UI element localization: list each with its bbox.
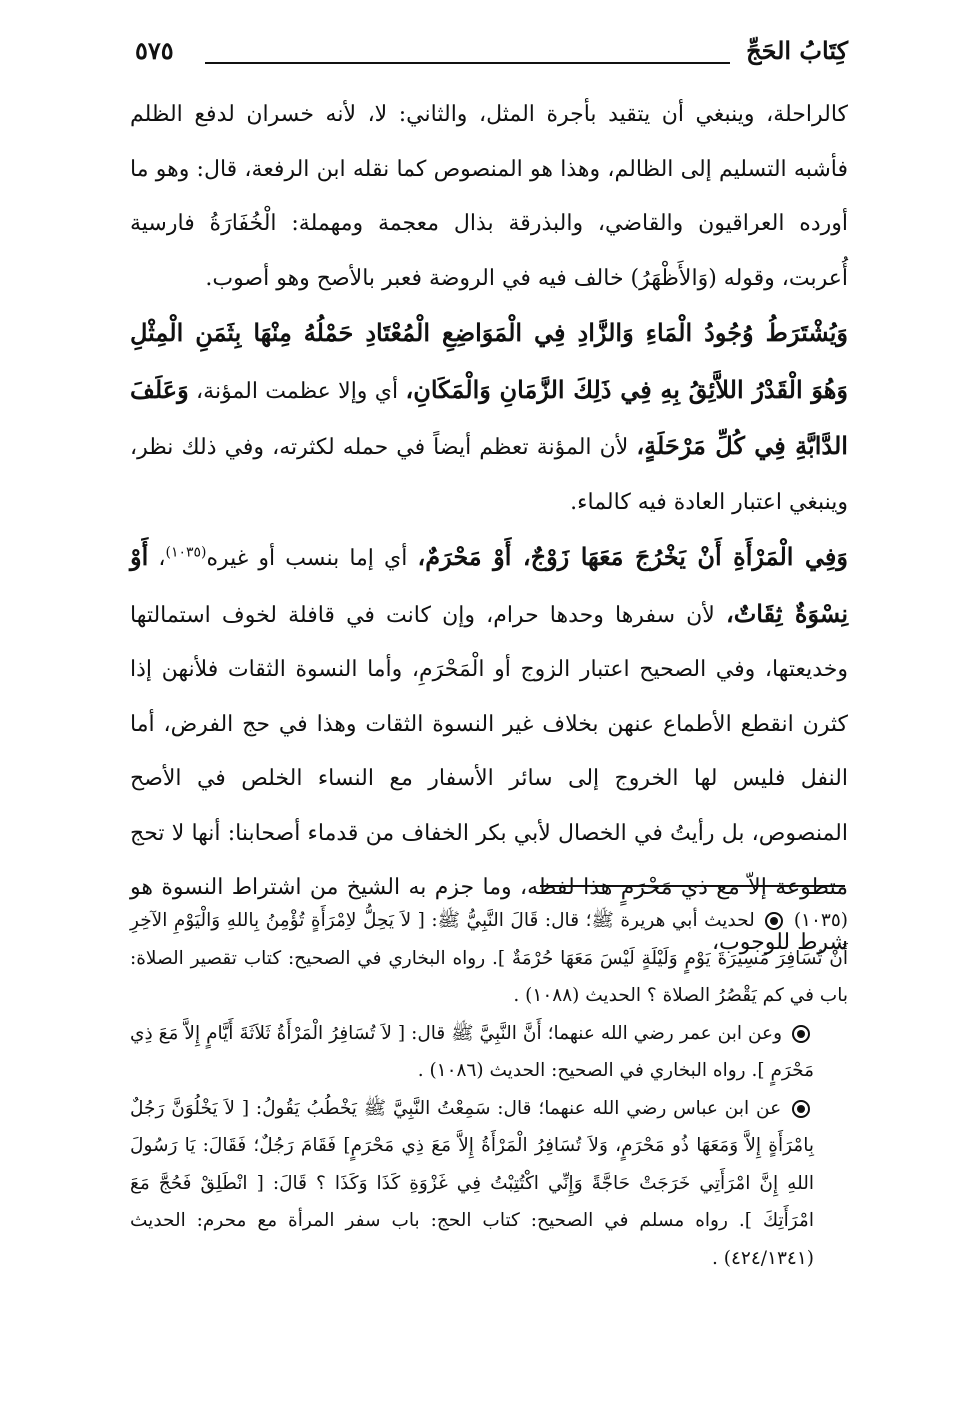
sharh-text: أي إما بنسب أو غيره xyxy=(206,546,418,571)
footnote-text: عن ابن عباس رضي الله عنهما؛ قال: سَمِعْتُ النَّبِيَّ ﷺ يَخْطُبُ يَقُولُ: [ لاَ يَخْلُوَنَّ رَجُلٌ بِامْرَأَةٍ إِلاَّ وَمَعَهَا ذُو مَحْرَمٍ، وَلاَ تُسَافِرُ الْمَرْأَةُ إِلاَّ مَعَ ذِي مَحْرَمٍ] فَقَامَ رَجُلٌ؛ فَقَالَ: يَا رَسُولَ اللهِ إِنَّ امْرَأَتِي خَرَجَتْ حَاجَّةً وَإِنِّي اكْتُتِبْتُ فِي غَزْوَةِ كَذَا وَكَذَا ؟ قَالَ: [ انْطَلِقْ فَحُجَّ مَعَ امْرَأَتِكَ ]. رواه مسلم في الصحيح: كتاب الحج: باب سفر المرأة مع محرم: الحديث (٤٢٤/١٣٤١) . xyxy=(130,1097,814,1269)
page-header xyxy=(135,34,848,70)
matn-text: وَعَلَفَ الدَّابَّةِ فِي كُلِّ مَرْحَلَةٍ، xyxy=(130,374,848,460)
main-text xyxy=(130,88,848,970)
sharh-text: لأن سفرها وحدها حرام، وإن كانت في قافلة لخوف استمالتها وخديعتها، وفي الصحيح اعتبار الزوج أو الْمَحْرَمِ، وأما النسوة الثقات فلأنهن إذا كثرن انقطع الأطماع عنهن بخلاف غير النسوة الثقات وهذا في حج الفرض، أما النفل فليس لها الخروج إلى سائر الأسفار مع النساء الخلص في الأصح المنصوص، بل رأيتُ في الخصال لأبي بكر الخفاف من قدماء أصحابنا: أنها لا تحج متطوعة إلاّ مع ذي مَحْرَمٍ هذا لفظه، وما جزم به الشيخ من اشتراط النسوة هو شرط للوجوب، xyxy=(130,602,848,955)
footnotes xyxy=(130,902,848,1277)
footnote-text: لحديث أبي هريرة ﷺ؛ قال: قَالَ النَّبِيُّ ﷺ: [ لاَ يَحِلُّ لاِمْرَأَةٍ تُؤْمِنُ بِاللهِ وَالْيَوْمِ الآخِرِ أَنْ تُسَافِرَ مَسِيرَةَ يَوْمٍ وَلَيْلَةٍ لَيْسَ مَعَهَا حُرْمَةٌ ]. رواه البخاري في الصحيح: كتاب تقصير الصلاة: باب في كم يَقْصُرُ الصلاة ؟ الحديث (١٠٨٨) . xyxy=(130,910,848,1006)
footnote-text: وعن ابن عمر رضي الله عنهما؛ أَنَّ النَّبِيَّ ﷺ قال: [ لاَ تُسَافِرُ الْمَرْأَةُ ثَلاَثَةَ أَيَّامٍ إِلاَّ مَعَ ذِي مَحْرَمٍ ]. رواه البخاري في الصحيح: الحديث (١٠٨٦) . xyxy=(130,1022,814,1081)
footnote-3 xyxy=(130,1090,848,1278)
punctuation: ، xyxy=(148,546,166,571)
matn-text: وَيُشْتَرَطُ وُجُودُ الْمَاءِ وَالزَّادِ فِي الْمَوَاضِعِ الْمُعْتَادِ حَمْلُهُ مِنْهَا بِثَمَنِ الْمِثْلِ وَهُوَ الْقَدْرُ اللاَّئِقُ بِهِ فِي ذَلِكَ الزَّمَانِ وَالْمَكَانِ، xyxy=(130,318,848,404)
sharh-text: أي وإلا عظمت المؤنة، xyxy=(188,378,406,404)
bullet-icon xyxy=(792,1025,810,1043)
footnote-number: (١٠٣٥) xyxy=(793,910,848,931)
bullet-icon xyxy=(792,1100,810,1118)
matn-text: وَفِي الْمَرْأَةِ أَنْ يَخْرُجَ مَعَهَا زَوْجٌ، أَوْ مَحْرَمٌ، xyxy=(417,542,848,571)
footnote-separator xyxy=(540,885,845,887)
page-number: ٥٧٥ xyxy=(135,36,174,65)
sharh-text: لأن المؤنة تعظم أيضاً في حمله لكثرته، وفي ذلك نظر، وينبغي اعتبار العادة فيه كالماء. xyxy=(130,435,848,515)
paragraph-1: كالراحلة، وينبغي أن يتقيد بأجرة المثل، والثاني: لا، لأنه خسران لدفع الظلم فأشبه التسليم إلى الظالم، وهذا هو المنصوص كما نقله ابن الرفعة، قال: وهو ما أورده العراقيون والقاضي، والبذرقة بذال معجمة ومهملة: الْخُفَارَةُ فارسية أُعربت، وقوله (وَالأَظْهَرُ) خالف فيه في الروضة فعبر بالأصح وهو أصوب. xyxy=(130,102,848,291)
running-title: كِتَابُ الحَجِّ xyxy=(746,36,848,65)
footnote-2 xyxy=(130,1015,848,1090)
paragraph-2 xyxy=(130,306,848,530)
footnote-reference[interactable]: (١٠٣٥) xyxy=(165,544,207,561)
header-rule xyxy=(205,62,730,64)
matn-text: أَوْ نِسْوَةٌ ثِقَاتٌ، xyxy=(130,542,848,628)
bullet-icon xyxy=(765,912,783,930)
footnote-1 xyxy=(130,902,848,1015)
